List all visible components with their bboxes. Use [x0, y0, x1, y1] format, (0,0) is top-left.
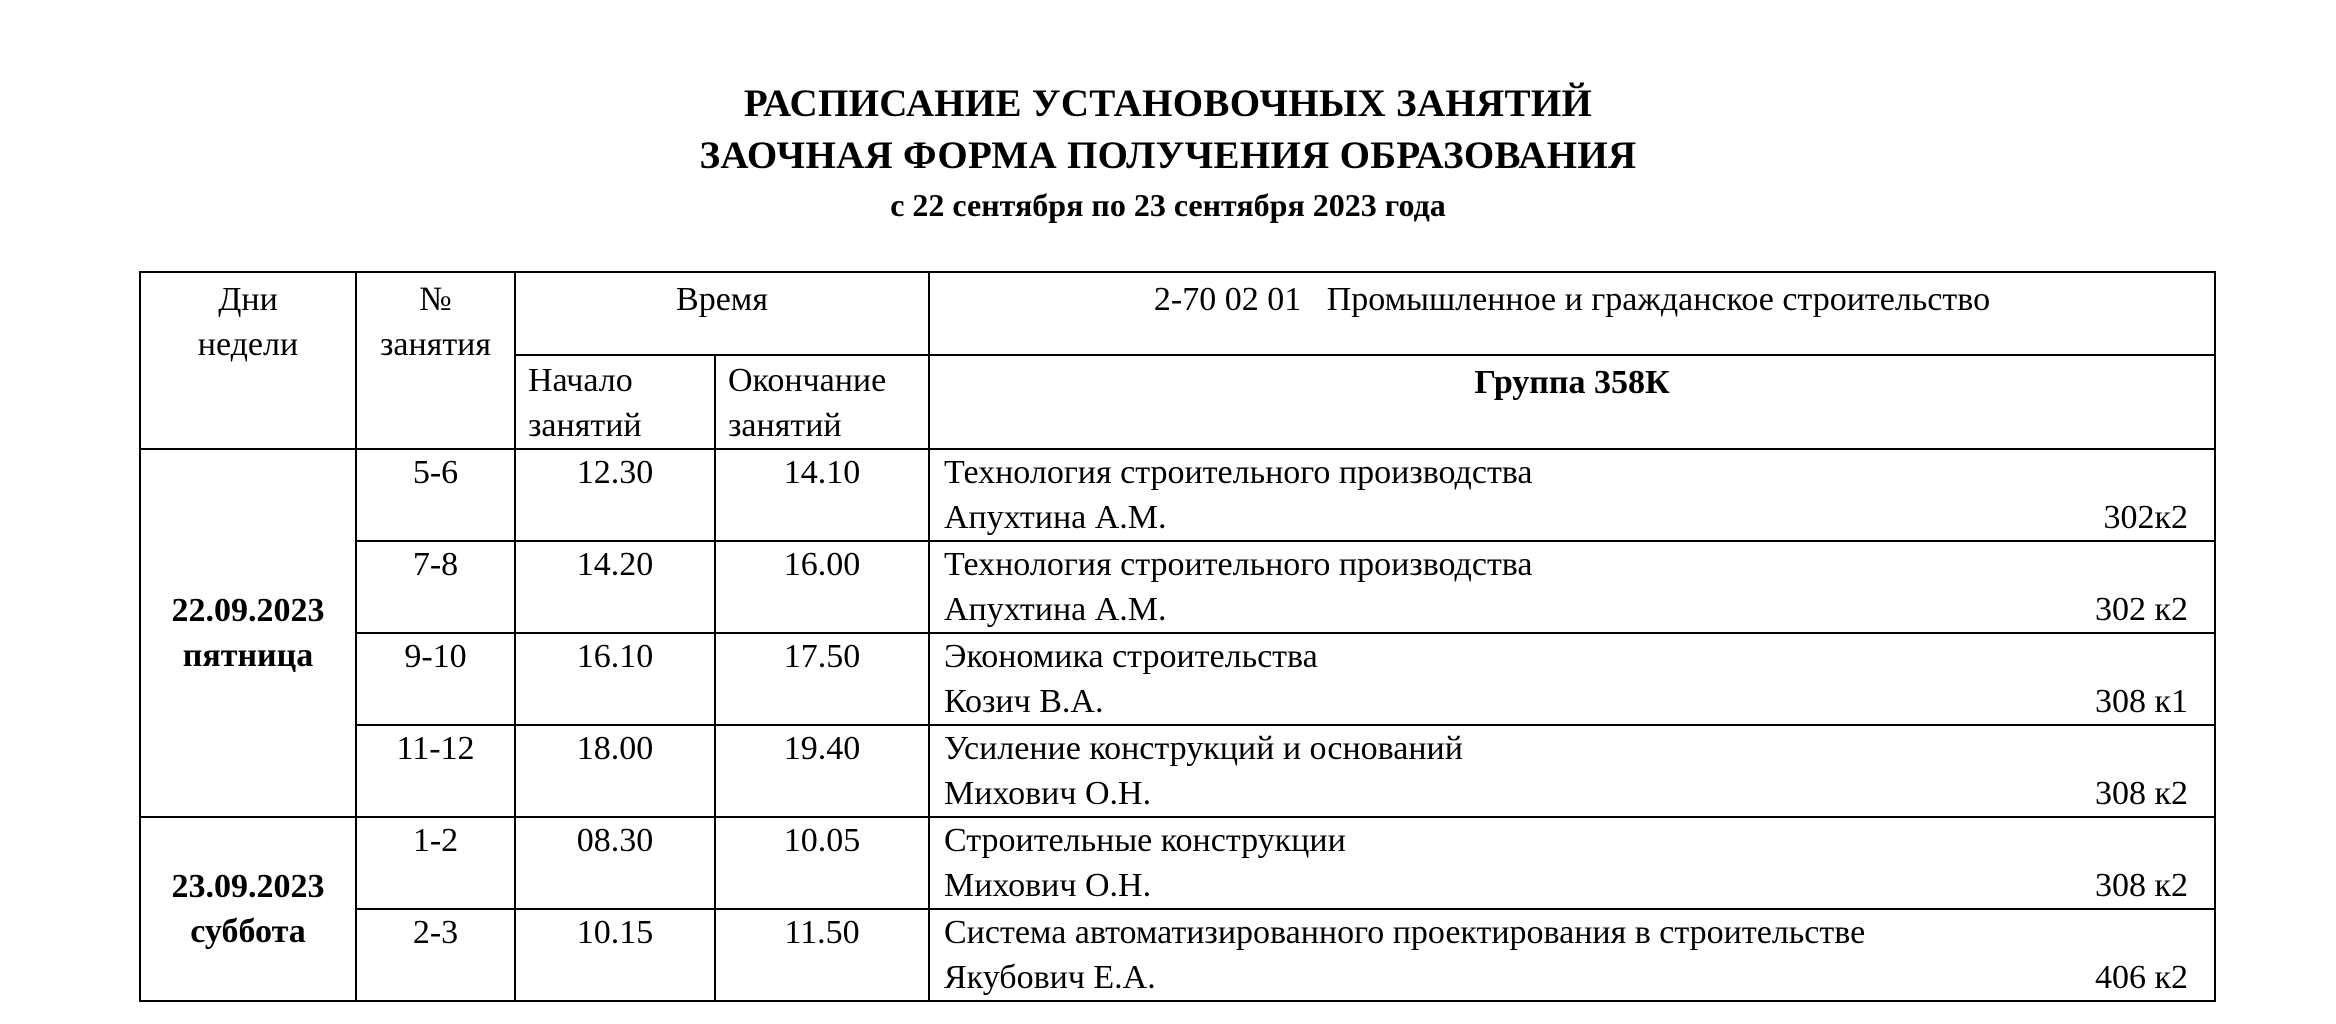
- header-row-1: [140, 272, 2215, 355]
- header-specialty: [929, 272, 2215, 355]
- lesson-number: 5-6: [356, 449, 515, 541]
- table-row: [140, 449, 2215, 541]
- group-label: Группа 358К: [1474, 364, 1670, 401]
- lesson-subject: Технология строительного производства: [944, 454, 1533, 491]
- lesson-teacher: Михович О.Н.: [944, 775, 1152, 812]
- lesson-teacher: Якубович Е.А.: [944, 959, 1156, 996]
- day-weekday: пятница: [182, 637, 314, 674]
- lesson-teacher: Апухтина А.М.: [944, 591, 1167, 628]
- header-time: [515, 272, 929, 355]
- lesson-end: 19.40: [715, 725, 929, 817]
- title-line-1: РАСПИСАНИЕ УСТАНОВОЧНЫХ ЗАНЯТИЙ: [743, 82, 1593, 125]
- lesson-info: [929, 449, 2215, 541]
- lesson-end: 14.10: [715, 449, 929, 541]
- title-line-2: ЗАОЧНАЯ ФОРМА ПОЛУЧЕНИЯ ОБРАЗОВАНИЯ: [699, 134, 1637, 177]
- lesson-subject: Усиление конструкций и оснований: [944, 730, 1463, 767]
- header-num-line1: №: [419, 281, 452, 318]
- schedule-table: [139, 271, 2216, 1002]
- lesson-start: 10.15: [515, 909, 715, 1001]
- lesson-end: 10.05: [715, 817, 929, 909]
- specialty-label: 2-70 02 01 Промышленное и гражданское строительство: [1153, 281, 1991, 318]
- lesson-start: 14.20: [515, 541, 715, 633]
- table-row: [140, 725, 2215, 817]
- lesson-start: 08.30: [515, 817, 715, 909]
- lesson-info: [929, 909, 2215, 1001]
- lesson-info: [929, 817, 2215, 909]
- lesson-number: 7-8: [356, 541, 515, 633]
- lesson-info: [929, 725, 2215, 817]
- lesson-end: 11.50: [715, 909, 929, 1001]
- day-cell: [140, 449, 356, 817]
- header-days: [140, 272, 356, 449]
- lesson-teacher: Апухтина А.М.: [944, 499, 1167, 536]
- day-date: 23.09.2023: [171, 868, 325, 905]
- lesson-info: [929, 633, 2215, 725]
- document-header: [0, 78, 2336, 228]
- header-start-line2: занятий: [528, 407, 642, 444]
- lesson-teacher: Михович О.Н.: [944, 867, 1152, 904]
- header-start: [515, 355, 715, 449]
- day-date: 22.09.2023: [171, 592, 325, 629]
- lesson-number: 2-3: [356, 909, 515, 1001]
- lesson-start: 12.30: [515, 449, 715, 541]
- lesson-start: 18.00: [515, 725, 715, 817]
- lesson-teacher: Козич В.А.: [944, 683, 1104, 720]
- lesson-number: 1-2: [356, 817, 515, 909]
- header-start-line1: Начало: [528, 362, 633, 399]
- table-row: [140, 909, 2215, 1001]
- lesson-info: [929, 541, 2215, 633]
- lesson-room: 302к2: [2103, 499, 2188, 536]
- header-time-label: Время: [676, 281, 768, 318]
- lesson-room: 308 к2: [2094, 775, 2188, 812]
- lesson-number: 11-12: [356, 725, 515, 817]
- lesson-subject: Технология строительного производства: [944, 546, 1533, 583]
- table-row: [140, 541, 2215, 633]
- header-end-line2: занятий: [728, 407, 842, 444]
- table-row: [140, 633, 2215, 725]
- header-lesson-number: [356, 272, 515, 449]
- day-weekday: суббота: [190, 913, 306, 950]
- lesson-room: 302 к2: [2094, 591, 2188, 628]
- day-cell: [140, 817, 356, 1001]
- lesson-end: 16.00: [715, 541, 929, 633]
- lesson-start: 16.10: [515, 633, 715, 725]
- header-end: [715, 355, 929, 449]
- header-days-line1: Дни: [218, 281, 278, 318]
- lesson-subject: Строительные конструкции: [944, 822, 1346, 859]
- header-days-line2: недели: [197, 326, 299, 363]
- header-end-line1: Окончание: [728, 362, 887, 399]
- header-group: [929, 355, 2215, 449]
- lesson-room: 308 к1: [2094, 683, 2188, 720]
- lesson-number: 9-10: [356, 633, 515, 725]
- lesson-end: 17.50: [715, 633, 929, 725]
- lesson-room: 406 к2: [2094, 959, 2188, 996]
- lesson-subject: Система автоматизированного проектирования в строительстве: [944, 914, 1866, 951]
- lesson-subject: Экономика строительства: [944, 638, 1318, 675]
- table-row: [140, 817, 2215, 909]
- header-num-line2: занятия: [379, 326, 492, 363]
- lesson-room: 308 к2: [2094, 867, 2188, 904]
- period-line: с 22 сентября по 23 сентября 2023 года: [890, 187, 1446, 223]
